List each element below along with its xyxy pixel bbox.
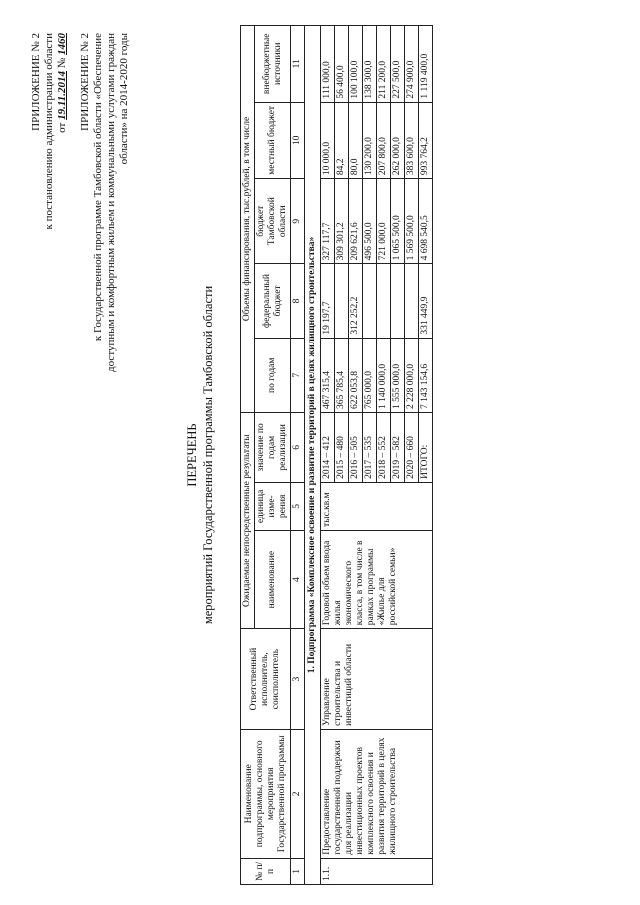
year-federal: 19 197,7 — [321, 264, 335, 338]
row-result-name: Годовой объем ввода жилья экономического класса, в том числе в рамках программы «Жилье для российской семьи» — [321, 530, 433, 628]
col-number: 10 — [291, 102, 305, 179]
header-funding: Объемы финансирования, тыс.рублей, в том числе — [241, 26, 255, 413]
row-executor: Управление строительства и инвестиций области — [321, 629, 433, 730]
col-number: 8 — [291, 264, 305, 338]
row-number: 1.1. — [321, 858, 433, 884]
header-offbudget: внебюджетные источники — [255, 26, 291, 103]
document-sheet — [30, 25, 620, 885]
year-value: 2018 – 552 — [377, 412, 391, 482]
row-activity-name: Предоставление государственной поддержки для реализации инвестиционных проектов комплексного освоения и развития территорий в целях жилищного строительства — [321, 729, 433, 858]
year-federal — [335, 264, 349, 338]
total-sum: 7 143 154,6 — [419, 338, 433, 412]
col-number: 4 — [291, 530, 305, 628]
year-total: 622 053,8 — [349, 338, 363, 412]
year-total: 765 000,0 — [363, 338, 377, 412]
table-row — [321, 26, 335, 885]
title-main: ПЕРЕЧЕНЬ — [185, 423, 199, 487]
total-local: 993 764,2 — [419, 102, 433, 179]
header-yearly-value: значение по годам реализации — [255, 412, 291, 482]
year-federal — [363, 264, 377, 338]
year-regional: 496 500,0 — [363, 179, 377, 264]
row-unit: тыс.кв.м — [321, 482, 433, 530]
section-title: 1. Подпрограмма «Комплексное освоение и развитие территорий в целях жилищного строительства» — [305, 26, 321, 885]
column-number-row — [291, 26, 305, 885]
year-local: 383 600,0 — [405, 102, 419, 179]
year-total: 365 785,4 — [335, 338, 349, 412]
header-result-name: наименование — [255, 530, 291, 628]
year-offbudget: 227 500,0 — [391, 26, 405, 103]
program-line: области» на 2014-2020 годы — [118, 33, 130, 165]
col-number: 7 — [291, 338, 305, 412]
header-unit: единица изме-рения — [255, 482, 291, 530]
col-number: 3 — [291, 629, 305, 730]
year-value: 2014 – 412 — [321, 412, 335, 482]
year-regional: 1 065 500,0 — [391, 179, 405, 264]
year-local: 207 800,0 — [377, 102, 391, 179]
col-number: 2 — [291, 729, 305, 858]
year-offbudget: 211 200,0 — [377, 26, 391, 103]
header-by-years: по годам — [255, 338, 291, 412]
total-federal: 331 449,9 — [419, 264, 433, 338]
year-total: 1 140 000,0 — [377, 338, 391, 412]
header-name: Наименование подпрограммы, основного мероприятия Государственной программы — [241, 729, 291, 858]
header-local: местный бюджет — [255, 102, 291, 179]
header-executor: Ответственный исполнитель, соисполнитель — [241, 629, 291, 730]
table-header-row — [241, 26, 255, 885]
title-sub: мероприятий Государственной программы Тамбовской области — [201, 285, 215, 625]
year-regional: 309 301,2 — [335, 179, 349, 264]
year-value: 2016 – 505 — [349, 412, 363, 482]
year-local: 262 000,0 — [391, 102, 405, 179]
appendix-second-title: ПРИЛОЖЕНИЕ № 2 — [79, 33, 91, 131]
col-number: 11 — [291, 26, 305, 103]
year-offbudget: 100 100,0 — [349, 26, 363, 103]
year-regional: 209 621,6 — [349, 179, 363, 264]
appendix-header — [30, 33, 131, 453]
year-offbudget: 138 300,0 — [363, 26, 377, 103]
year-local: 84,2 — [335, 102, 349, 179]
year-local: 10 000,0 — [321, 102, 335, 179]
year-value: 2019 – 582 — [391, 412, 405, 482]
document-title — [184, 25, 216, 885]
header-federal: федеральный бюджет — [255, 264, 291, 338]
date-value: 19.11.2014 — [56, 71, 68, 120]
year-offbudget: 56 400,0 — [335, 26, 349, 103]
decree-line: к постановлению администрации области — [43, 33, 55, 230]
section-row — [305, 26, 321, 885]
year-total: 1 555 000,0 — [391, 338, 405, 412]
number-label: № — [56, 57, 68, 69]
header-no: № п/п — [241, 858, 291, 884]
year-local: 130 200,0 — [363, 102, 377, 179]
year-value: 2015 – 480 — [335, 412, 349, 482]
appendix-title: ПРИЛОЖЕНИЕ № 2 — [30, 33, 42, 131]
year-total: 2 228 000,0 — [405, 338, 419, 412]
decree-date-line — [56, 33, 69, 453]
total-label: ИТОГО: — [419, 412, 433, 482]
total-offbudget: 1 119 400,0 — [419, 26, 433, 103]
header-regional: бюджет Тамбовской области — [255, 179, 291, 264]
col-number: 9 — [291, 179, 305, 264]
year-regional: 1 569 500,0 — [405, 179, 419, 264]
total-regional: 4 698 540,5 — [419, 179, 433, 264]
year-regional: 327 117,7 — [321, 179, 335, 264]
program-line: доступным и комфортным жильем и коммунальными услугами граждан — [105, 33, 117, 372]
program-line: к Государственной программе Тамбовской области «Обеспечение — [92, 33, 104, 342]
year-federal — [405, 264, 419, 338]
col-number: 6 — [291, 412, 305, 482]
activities-table — [240, 25, 433, 885]
number-value: 1460 — [56, 33, 68, 55]
year-total: 467 315,4 — [321, 338, 335, 412]
year-offbudget: 274 900,0 — [405, 26, 419, 103]
year-local: 80,0 — [349, 102, 363, 179]
header-expected-results: Ожидаемые непосредственные результаты — [241, 412, 255, 628]
date-prefix: от — [56, 122, 68, 133]
year-value: 2017 – 535 — [363, 412, 377, 482]
year-offbudget: 111 000,0 — [321, 26, 335, 103]
col-number: 5 — [291, 482, 305, 530]
year-value: 2020 – 660 — [405, 412, 419, 482]
year-federal — [377, 264, 391, 338]
year-federal — [391, 264, 405, 338]
col-number: 1 — [291, 858, 305, 884]
year-federal: 312 252,2 — [349, 264, 363, 338]
year-regional: 721 000,0 — [377, 179, 391, 264]
